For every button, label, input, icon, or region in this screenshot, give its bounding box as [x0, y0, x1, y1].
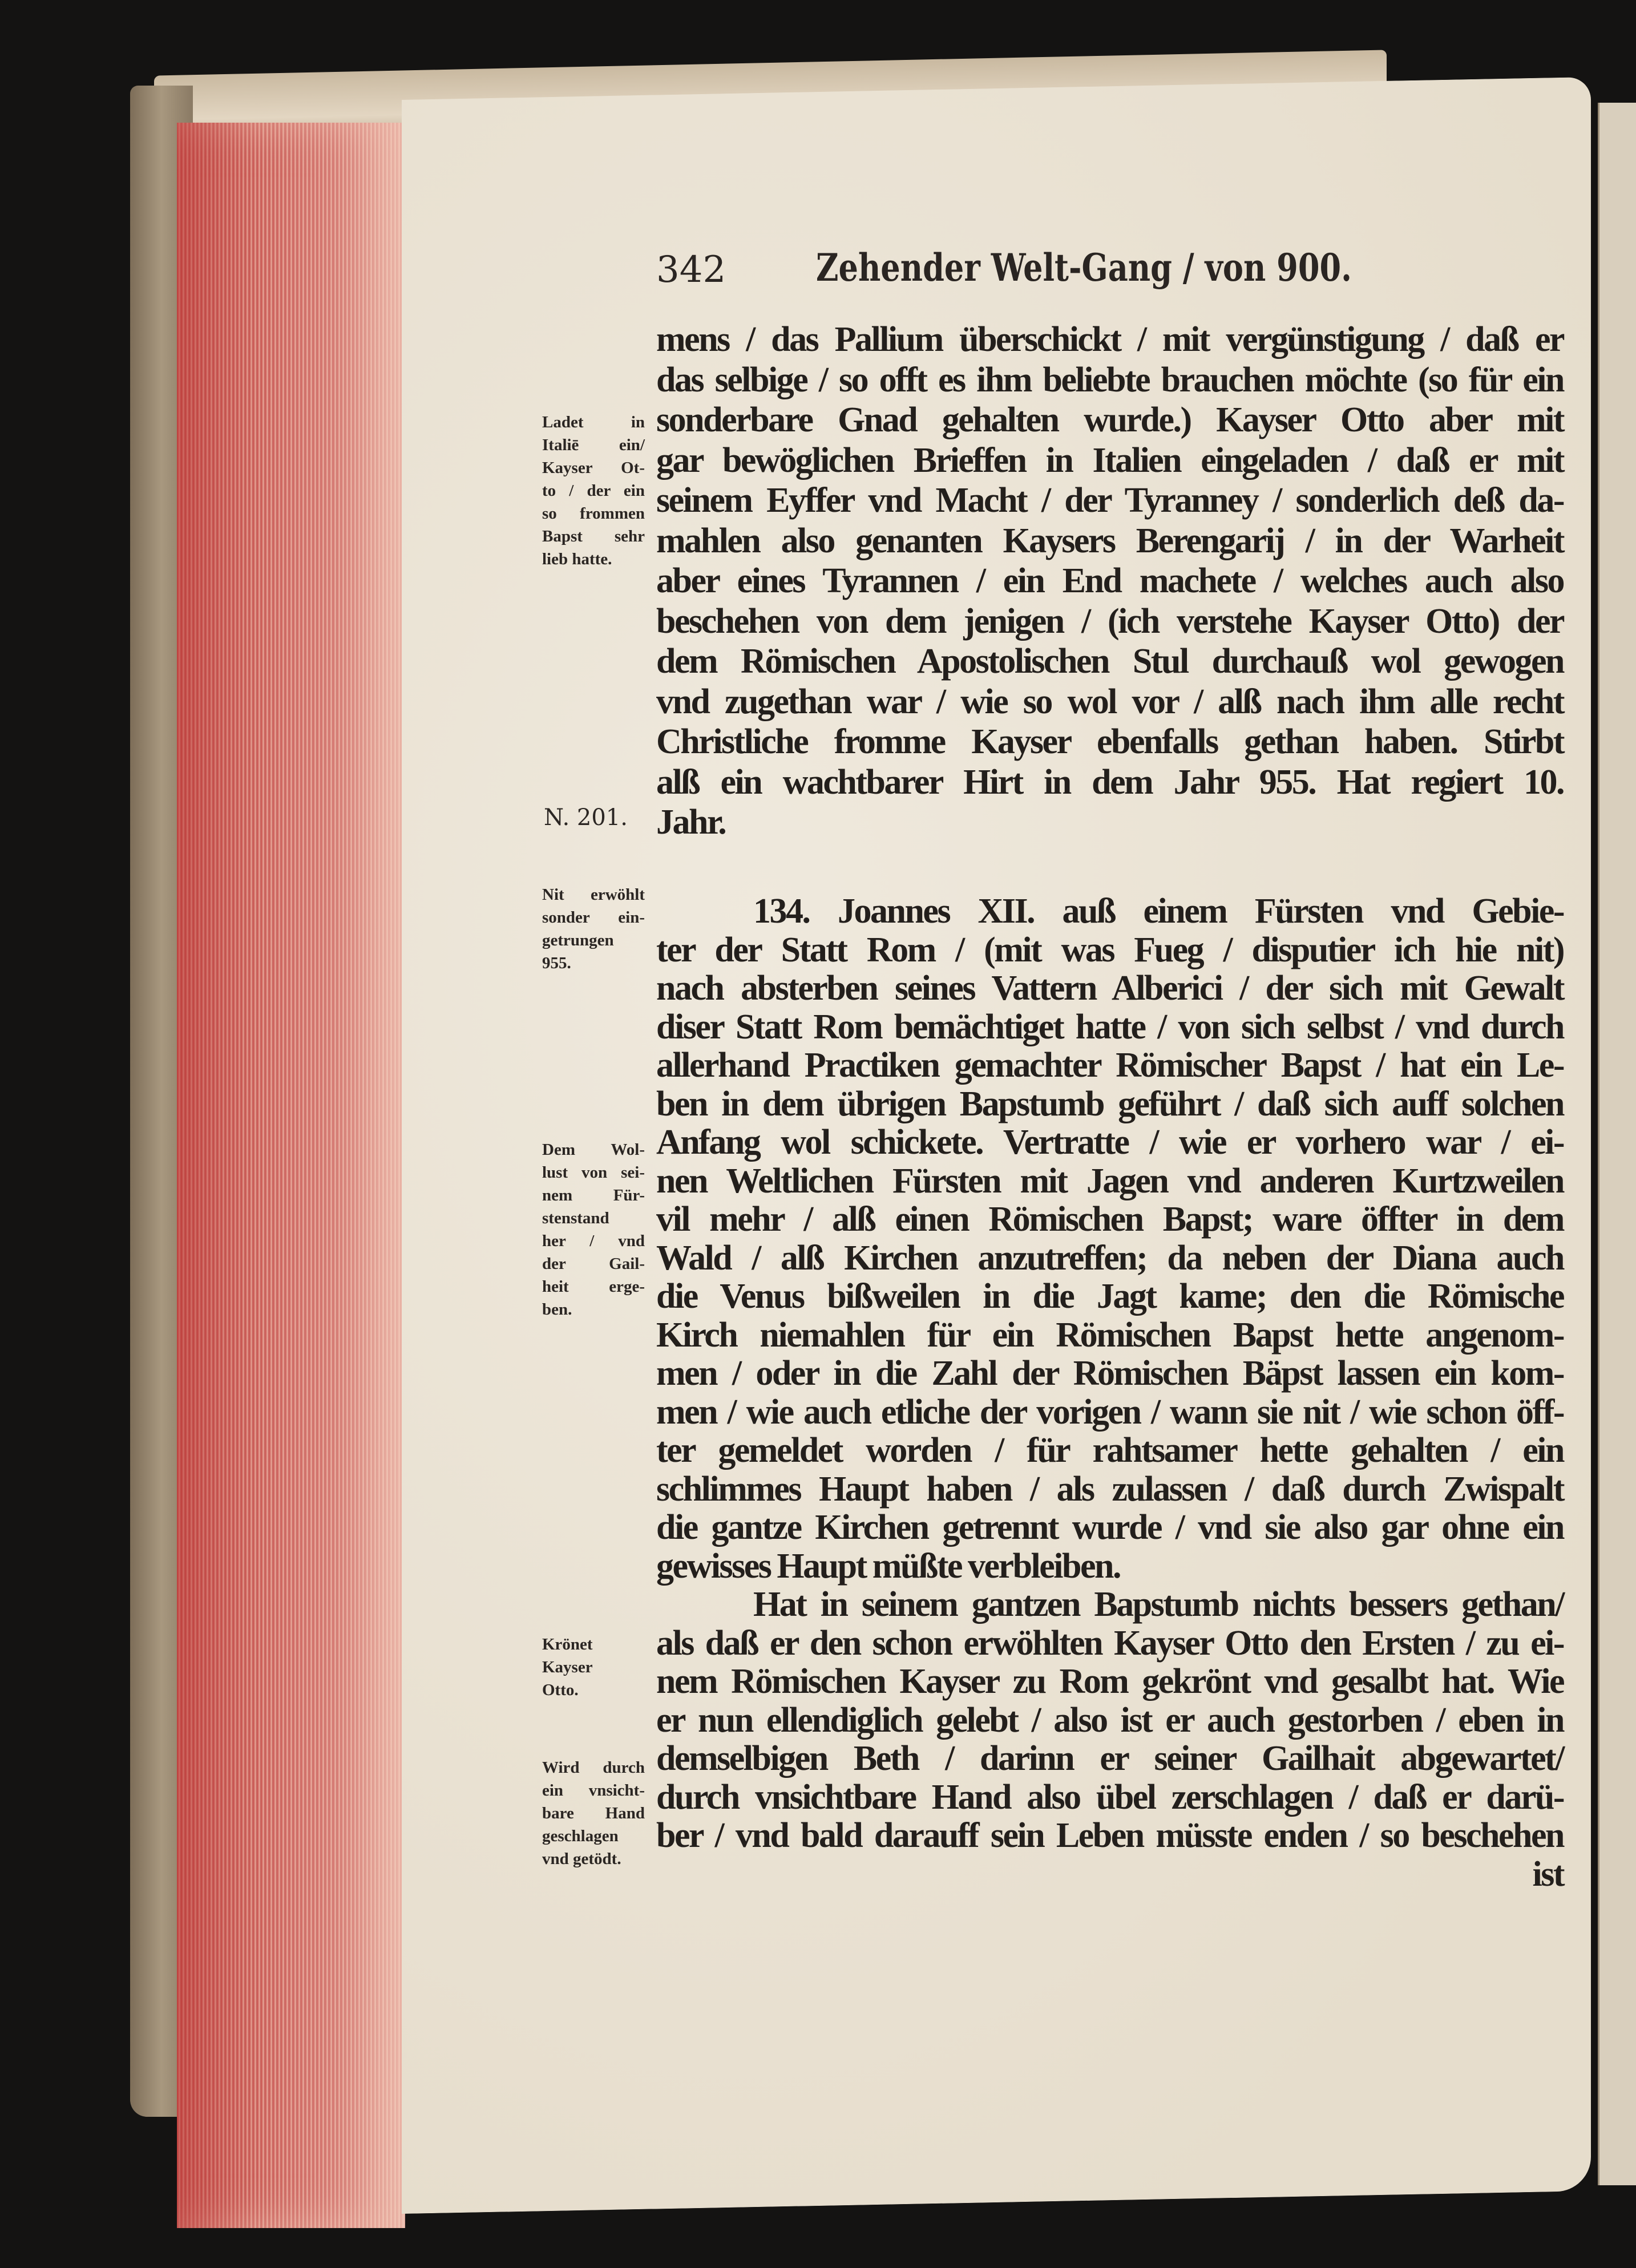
text-line: demselbigen Beth / darinn er seiner Gailhait abgewartet/: [656, 1739, 1564, 1778]
margin-note-line: geschlagen: [542, 1827, 619, 1845]
margin-note-line: bare Hand: [542, 1804, 645, 1822]
text-line: nen Weltlichen Fürsten mit Jagen vnd anderen Kurtzweilen: [656, 1161, 1564, 1200]
margin-note: [542, 883, 645, 975]
catchword: ist: [1532, 1854, 1564, 1894]
marginal-number: N. 201.: [544, 804, 628, 831]
margin-note-line: Bapst sehr: [542, 527, 645, 545]
text-line: als daß er den schon erwöhlten Kayser Otto den Ersten / zu ei-: [656, 1623, 1564, 1663]
margin-note-line: 955.: [542, 954, 571, 972]
margin-note-line: Dem Wol-: [542, 1141, 645, 1159]
margin-note-line: Krönet: [542, 1635, 593, 1654]
margin-note-line: Kayser: [542, 1658, 593, 1676]
margin-note-line: nem Für-: [542, 1186, 645, 1204]
text-line: 134. Joannes XII. auß einem Fürsten vnd Gebie-: [753, 892, 1564, 931]
text-line: beschehen von dem jenigen / (ich verstehe Kayser Otto) der: [656, 601, 1564, 641]
text-line: Wald / alß Kirchen anzutreffen; da neben der Diana auch: [656, 1238, 1564, 1277]
text-line: ben in dem übrigen Bapstumb geführt / daß sich auff solchen: [656, 1084, 1564, 1123]
text-line: Christliche fromme Kayser ebenfalls gethan haben. Stirbt: [656, 722, 1564, 761]
margin-note: [542, 1633, 645, 1701]
margin-note-line: sonder ein-: [542, 908, 645, 927]
margin-note-line: stenstand: [542, 1209, 609, 1227]
margin-note-line: heit erge-: [542, 1277, 645, 1296]
margin-note-line: lust von sei-: [542, 1163, 645, 1182]
text-line: men / wie auch etliche der vorigen / wann sie nit / wie schon öff-: [656, 1392, 1564, 1432]
text-line: seinem Eyffer vnd Macht / der Tyranney / sonderlich deß da-: [656, 481, 1564, 520]
text-line: allerhand Practiken gemachter Römischer Bapst / hat ein Le-: [656, 1046, 1564, 1085]
text-line: das selbige / so offt es ihm beliebte brauchen möchte (so für ein: [656, 360, 1564, 399]
running-title: Zehender Welt-Gang / von 900.: [816, 245, 1352, 290]
margin-note-line: lieb hatte.: [542, 550, 612, 568]
text-line: dem Römischen Apostolischen Stul durchauß wol gewogen: [656, 642, 1564, 681]
margin-note-line: Ladet in: [542, 413, 645, 431]
text-line: vil mehr / alß einen Römischen Bapst; ware öffter in dem: [656, 1200, 1564, 1239]
margin-note: [542, 1756, 645, 1870]
margin-note-line: Wird durch: [542, 1758, 645, 1777]
text-line: gar bewöglichen Brieffen in Italien eingeladen / daß er mit: [656, 440, 1564, 480]
margin-note: [542, 411, 645, 571]
text-line: Hat in seinem gantzen Bapstumb nichts bessers gethan/: [753, 1585, 1564, 1624]
text-line: ter gemeldet worden / für rahtsamer hette gehalten / ein: [656, 1431, 1564, 1470]
margin-note-line: der Gail-: [542, 1255, 645, 1273]
margin-note-line: Kayser Ot-: [542, 459, 645, 477]
text-line: ter der Statt Rom / (mit was Fueg / disputier ich hie nit): [656, 930, 1564, 969]
margin-note: [542, 1138, 645, 1321]
text-line: alß ein wachtbarer Hirt in dem Jahr 955. Hat regiert 10.: [656, 762, 1564, 802]
text-line: Anfang wol schickete. Vertratte / wie er vorhero war / ei-: [656, 1123, 1564, 1162]
page-number: 342: [656, 249, 726, 291]
text-line: mahlen also genanten Kaysers Berengarij / in der Warheit: [656, 521, 1564, 560]
text-line: durch vnsichtbare Hand also übel zerschlagen / daß er darü-: [656, 1777, 1564, 1817]
margin-note-line: Otto.: [542, 1681, 579, 1699]
text-line: mens / das Pallium überschickt / mit vergünstigung / daß er: [656, 320, 1564, 359]
text-line: nach absterben seines Vattern Alberici / der sich mit Gewalt: [656, 969, 1564, 1008]
margin-note-line: getrungen: [542, 931, 614, 949]
margin-note-line: ein vnsicht-: [542, 1781, 645, 1800]
margin-note-line: so frommen: [542, 504, 645, 523]
margin-note-line: her / vnd: [542, 1232, 645, 1250]
text-line: men / oder in die Zahl der Römischen Bäpst lassen ein kom-: [656, 1354, 1564, 1393]
margin-note-line: Italiē ein/: [542, 436, 645, 454]
text-line: aber eines Tyrannen / ein End machete / welches auch also: [656, 561, 1564, 600]
margin-note-line: to / der ein: [542, 482, 645, 500]
text-line: schlimmes Haupt haben / als zulassen / daß durch Zwispalt: [656, 1469, 1564, 1509]
text-line: ber / vnd bald darauff sein Leben müsste enden / so beschehen: [656, 1816, 1564, 1855]
margin-note-line: ben.: [542, 1300, 572, 1319]
text-line: sonderbare Gnad gehalten wurde.) Kayser Otto aber mit: [656, 401, 1564, 439]
margin-note-line: vnd getödt.: [542, 1850, 621, 1868]
text-line: vnd zugethan war / wie so wol vor / alß nach ihm alle recht: [656, 682, 1564, 721]
text-line: die gantze Kirchen getrennt wurde / vnd sie also gar ohne ein: [656, 1508, 1564, 1547]
text-line: Jahr.: [656, 803, 726, 842]
text-line: gewisses Haupt müßte verbleiben.: [656, 1546, 1120, 1586]
text-line: nem Römischen Kayser zu Rom gekrönt vnd gesalbt hat. Wie: [656, 1662, 1564, 1701]
text-line: Kirch niemahlen für ein Römischen Bapst hette angenom-: [656, 1315, 1564, 1355]
text-line: die Venus bißweilen in die Jagt kame; den die Römische: [656, 1277, 1564, 1316]
text-line: diser Statt Rom bemächtiget hatte / von sich selbst / vnd durch: [656, 1007, 1564, 1046]
margin-note-line: Nit erwöhlt: [542, 886, 645, 904]
text-line: er nun ellendiglich gelebt / also ist er auch gestorben / eben in: [656, 1700, 1564, 1740]
